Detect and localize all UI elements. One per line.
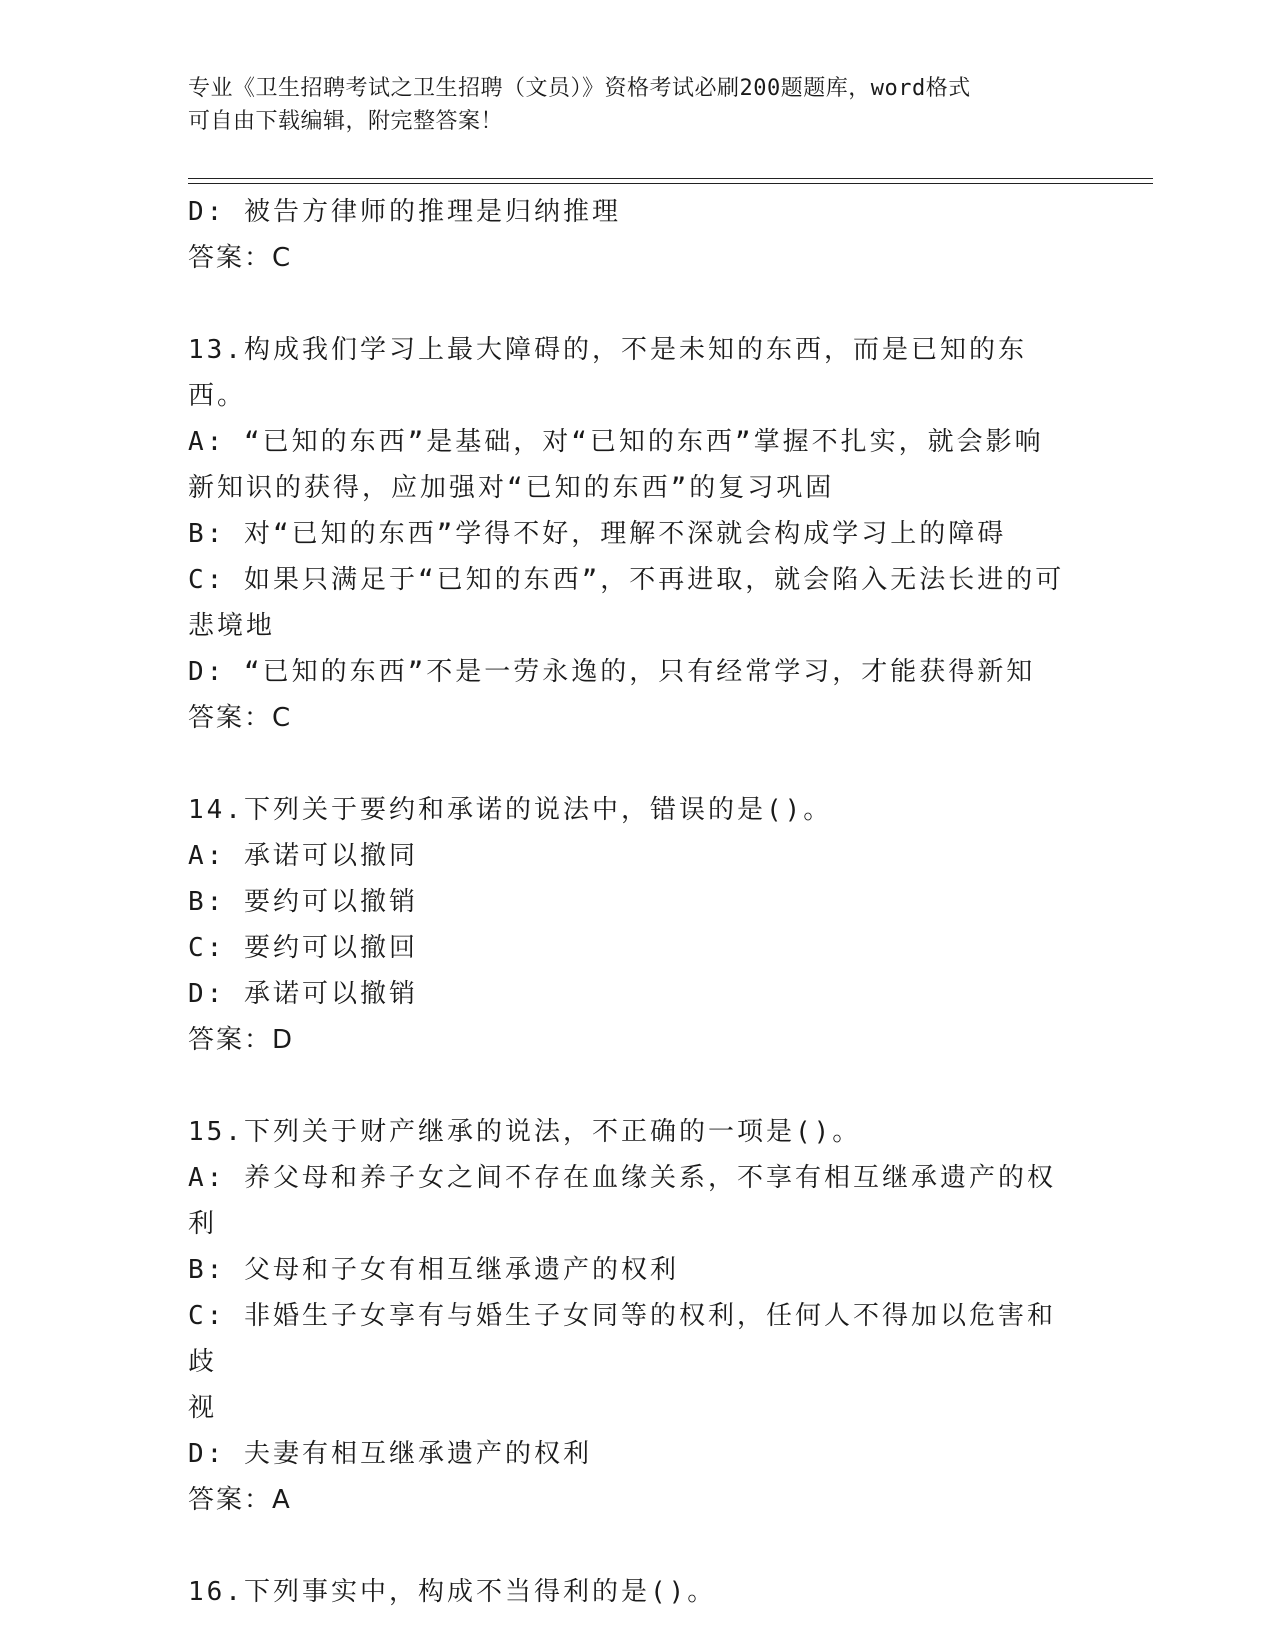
option-c: C: 非婚生子女享有与婚生子女同等的权利，任何人不得加以危害和歧 xyxy=(188,1301,1056,1377)
question-13 xyxy=(188,327,1068,741)
question-14 xyxy=(188,787,1068,1063)
question-text: 14.下列关于要约和承诺的说法中，错误的是()。 xyxy=(188,795,833,825)
answer: 答案：C xyxy=(188,703,293,733)
header-line-1: 专业《卫生招聘考试之卫生招聘（文员）》资格考试必刷200题题库，word格式 xyxy=(188,76,971,101)
option-b: B: 对“已知的东西”学得不好，理解不深就会构成学习上的障碍 xyxy=(188,519,1007,549)
question-text: 13.构成我们学习上最大障碍的，不是未知的东西，而是已知的东西。 xyxy=(188,335,1027,411)
option-b: B: 要约可以撤销 xyxy=(188,887,418,917)
prev-question xyxy=(188,189,1068,281)
question-16 xyxy=(188,1569,1068,1615)
option-b: B: 父母和子女有相互继承遗产的权利 xyxy=(188,1255,679,1285)
header-line-2: 可自由下载编辑，附完整答案！ xyxy=(188,109,504,134)
option-c-continued: 悲境地 xyxy=(188,611,276,641)
option-a: A: 承诺可以撤同 xyxy=(188,841,418,871)
document-header xyxy=(188,72,1068,138)
option-d: D: 承诺可以撤销 xyxy=(188,979,418,1009)
option-a: A: “已知的东西”是基础，对“已知的东西”掌握不扎实，就会影响 xyxy=(188,427,1044,457)
answer: 答案：D xyxy=(188,1025,295,1055)
header-divider-bottom xyxy=(188,183,1153,184)
header-divider-top xyxy=(188,178,1153,179)
question-content xyxy=(188,189,1068,1615)
option-c: C: 如果只满足于“已知的东西”，不再进取，就会陷入无法长进的可 xyxy=(188,565,1065,595)
answer: 答案：C xyxy=(188,243,293,273)
answer: 答案：A xyxy=(188,1485,292,1515)
question-text: 16.下列事实中，构成不当得利的是()。 xyxy=(188,1577,717,1607)
option-c-continued: 视 xyxy=(188,1393,218,1423)
option-d: D: 被告方律师的推理是归纳推理 xyxy=(188,197,621,227)
option-c: C: 要约可以撤回 xyxy=(188,933,418,963)
question-text: 15.下列关于财产继承的说法，不正确的一项是()。 xyxy=(188,1117,862,1147)
option-a: A: 养父母和养子女之间不存在血缘关系，不享有相互继承遗产的权利 xyxy=(188,1163,1056,1239)
option-a-continued: 新知识的获得，应加强对“已知的东西”的复习巩固 xyxy=(188,473,835,503)
question-15 xyxy=(188,1109,1068,1523)
option-d: D: “已知的东西”不是一劳永逸的，只有经常学习，才能获得新知 xyxy=(188,657,1036,687)
option-d: D: 夫妻有相互继承遗产的权利 xyxy=(188,1439,592,1469)
